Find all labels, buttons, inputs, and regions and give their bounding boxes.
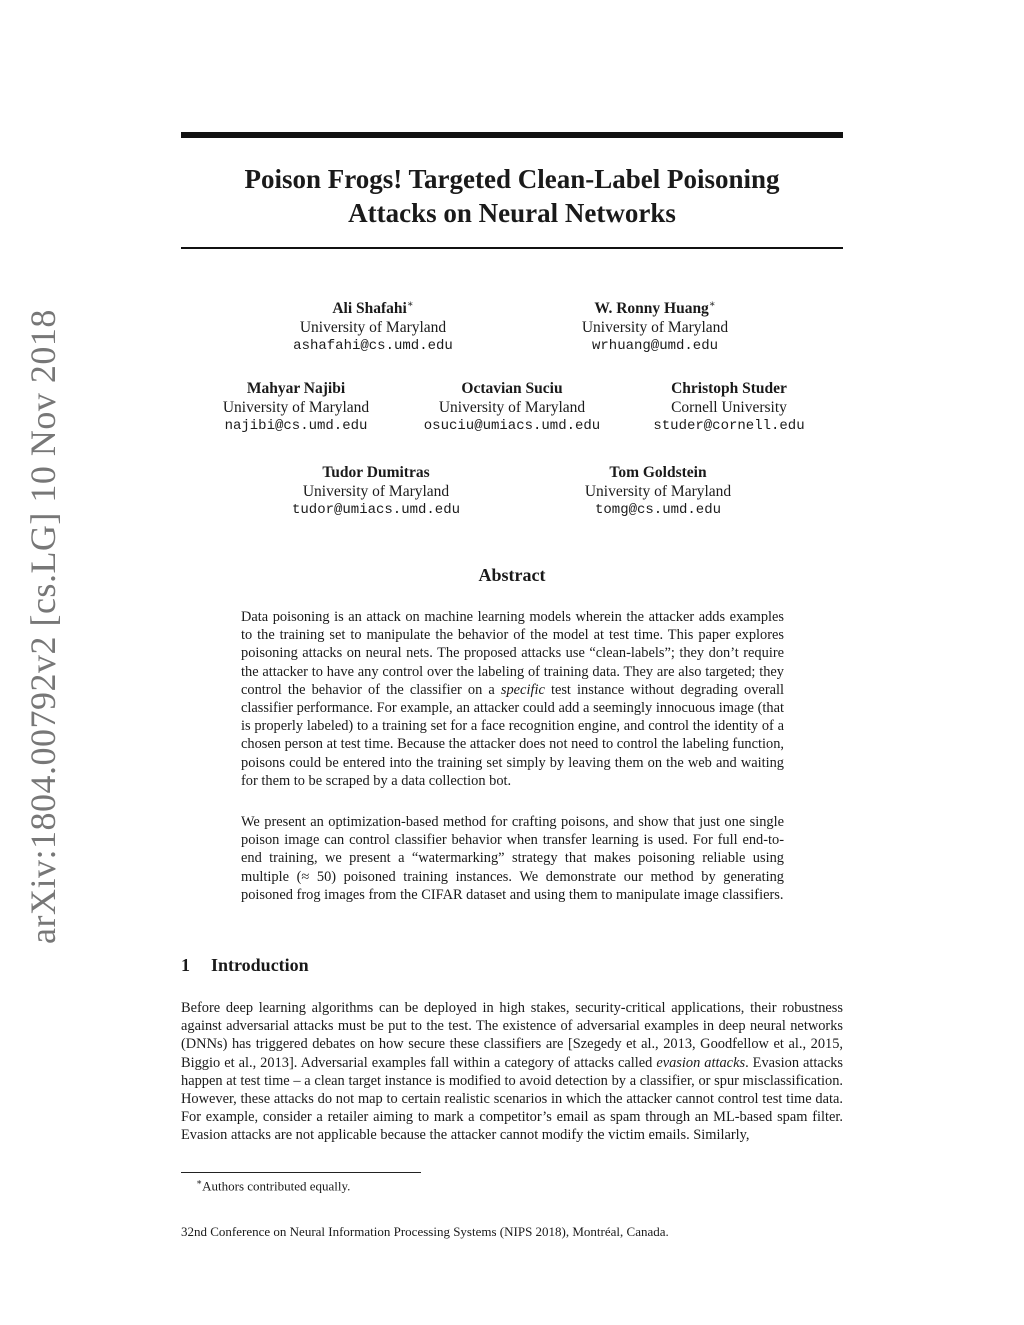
title-line-2: Attacks on Neural Networks bbox=[348, 198, 676, 228]
author-name: Christoph Studer bbox=[671, 380, 787, 397]
author-affiliation: University of Maryland bbox=[299, 319, 447, 337]
author-affiliation: University of Maryland bbox=[584, 483, 732, 500]
author-affiliation: University of Maryland bbox=[222, 399, 370, 416]
author-affiliation: Cornell University bbox=[671, 399, 787, 416]
abstract-heading: Abstract bbox=[478, 565, 546, 585]
author-affiliation: University of Maryland bbox=[438, 399, 586, 416]
abstract-paragraph: We present an optimization-based method for crafting poisons, and show that just one single poison image can control classifier behavior when transfer learning is used. For full end-to-end training, we present a “watermarking” strategy that makes poisoning reliable using multiple (≈ 50) poisoned training instances. We demonstrate our method by generating poisoned frog images from the CIFAR dataset and using them to manipulate image classifiers. bbox=[241, 814, 784, 903]
author-name: Tom Goldstein bbox=[609, 464, 707, 481]
author-block bbox=[538, 463, 778, 520]
author-name: Tudor Dumitras bbox=[322, 464, 430, 481]
arxiv-stamp: arXiv:1804.00792v2 [cs.LG] 10 Nov 2018 bbox=[23, 309, 63, 944]
conference-note: 32nd Conference on Neural Information Processing Systems (NIPS 2018), Montréal, Canada. bbox=[181, 1224, 669, 1239]
title-line-1: Poison Frogs! Targeted Clean-Label Poisoning bbox=[244, 164, 780, 194]
title-top-rule bbox=[181, 132, 843, 138]
footnote: ∗Authors contributed equally. bbox=[196, 1177, 351, 1194]
author-email: osuciu@umiacs.umd.edu bbox=[423, 418, 601, 434]
author-name: Ali Shafahi∗ bbox=[332, 299, 414, 318]
author-block bbox=[609, 379, 849, 436]
section-title: Introduction bbox=[211, 955, 309, 975]
author-block bbox=[253, 295, 493, 356]
author-email: studer@cornell.edu bbox=[653, 418, 805, 434]
author-block bbox=[535, 295, 775, 356]
author-block bbox=[392, 379, 632, 436]
footnote-rule bbox=[181, 1172, 421, 1173]
author-name: Mahyar Najibi bbox=[246, 380, 346, 397]
title-bottom-rule bbox=[181, 247, 843, 249]
section-number: 1 bbox=[181, 955, 190, 975]
paper-title bbox=[181, 162, 843, 230]
author-name: W. Ronny Huang∗ bbox=[594, 299, 716, 318]
author-email: ashafahi@cs.umd.edu bbox=[293, 338, 453, 355]
section-heading bbox=[181, 955, 309, 976]
author-affiliation: University of Maryland bbox=[581, 319, 729, 337]
author-affiliation: University of Maryland bbox=[302, 483, 450, 500]
author-email: najibi@cs.umd.edu bbox=[224, 418, 368, 434]
author-email: tudor@umiacs.umd.edu bbox=[291, 502, 461, 518]
author-email: tomg@cs.umd.edu bbox=[594, 502, 722, 518]
author-block bbox=[256, 463, 496, 520]
intro-paragraph: Before deep learning algorithms can be deployed in high stakes, security-critical applications, their robustness against adversarial attacks must be put to the test. The existence of adversarial examples in deep neural networks (DNNs) has triggered debates on how secure these classifiers are [Szegedy et al., 2013, Goodfellow et al., 2015, Biggio et al., 2013]. Adversarial examples fall within a category of attacks called evasion attacks. Evasion attacks happen at test time – a clean target instance is modified to avoid detection by a classifier, or spur misclassification. However, these attacks do not map to certain realistic scenarios in which the attacker cannot control test time data. For example, consider a retailer aiming to mark a competitor’s email as spam through an ML-based spam filter. Evasion attacks are not applicable because the attacker cannot modify the victim emails. Similarly, bbox=[181, 1000, 843, 1144]
author-email: wrhuang@umd.edu bbox=[591, 338, 719, 355]
abstract-paragraph: Data poisoning is an attack on machine learning models wherein the attacker adds examples to the training set to manipulate the behavior of the model at test time. This paper explores poisoning attacks on neural nets. The proposed attacks use “clean-labels”; they don’t require the attacker to have any control over the labeling of training data. They are also targeted; they control the behavior of the classifier on a specific test instance without degrading overall classifier performance. For example, an attacker could add a seemingly innocuous image (that is properly labeled) to a training set for a face recognition engine, and control the identity of a chosen person at test time. Because the attacker does not need to control the labeling function, poisons could be entered into the training set simply by leaving them on the web and waiting for them to be scraped by a data collection bot. bbox=[241, 609, 784, 789]
author-name: Octavian Suciu bbox=[461, 380, 563, 397]
author-block bbox=[176, 379, 416, 436]
